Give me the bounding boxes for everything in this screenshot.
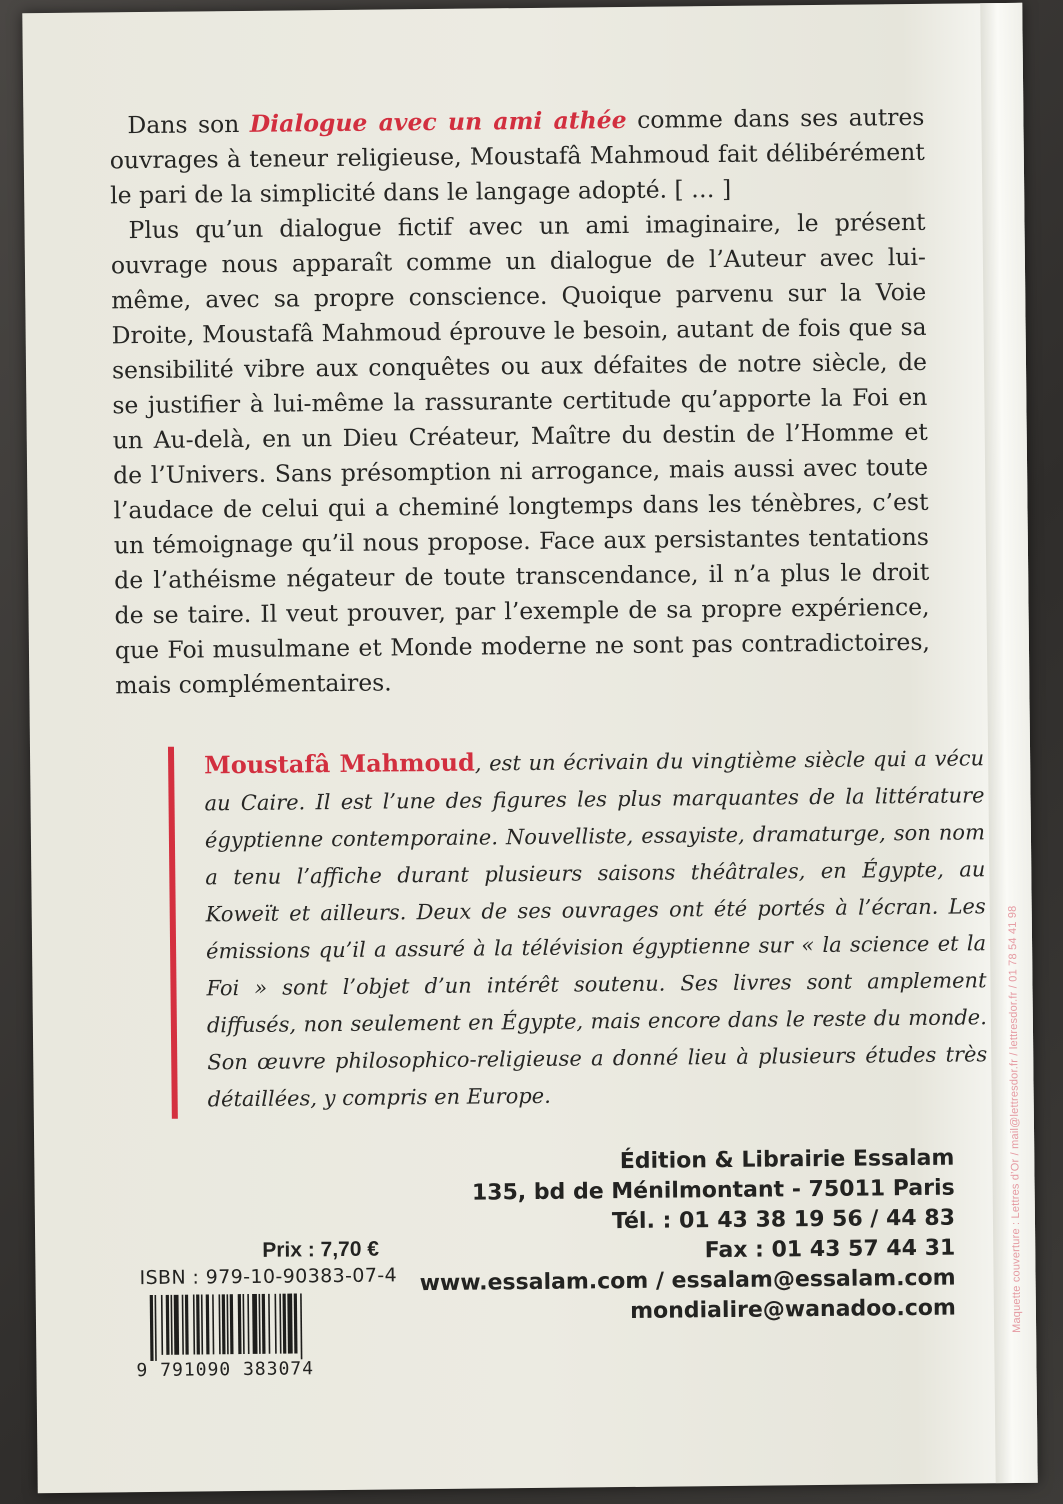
barcode-digits: 9 791090 383074 xyxy=(136,1358,315,1382)
barcode-bar xyxy=(238,1294,242,1354)
barcode-bar xyxy=(161,1295,163,1355)
publisher-phone: Tél. : 01 43 38 19 56 / 44 83 xyxy=(611,1205,956,1235)
barcode-bar xyxy=(279,1294,281,1354)
blurb-p1-text: comme dans ses autres ouvrages à teneur religieuse, Moustafâ Mahmoud fait délibérément le pari de la simplicité dans le langage adopté. [ … ] xyxy=(109,102,925,210)
barcode-bar xyxy=(227,1294,229,1354)
barcode-bar xyxy=(150,1295,154,1361)
barcode-bar xyxy=(243,1294,245,1354)
barcode-bar xyxy=(174,1295,179,1355)
barcode-bar xyxy=(222,1294,226,1354)
author-bio xyxy=(168,738,988,1119)
barcode-bar xyxy=(193,1295,195,1355)
publisher-email: mondialire@wanadoo.com xyxy=(629,1295,957,1324)
barcode-bar xyxy=(201,1294,203,1354)
barcode-bars xyxy=(148,1293,389,1362)
publisher-name: Édition & Librairie Essalam xyxy=(619,1145,955,1175)
publisher-web: www.essalam.com / essalam@essalam.com xyxy=(419,1265,956,1297)
barcode-bar xyxy=(219,1294,221,1354)
author-name: Moustafâ Mahmoud xyxy=(204,747,475,780)
cover-credit: Maquette couverture : Lettres d’Or / mail@lettresdor.fr / lettresdor.fr / 01 78 54 41 98 xyxy=(1006,905,1024,1333)
author-bio-text: , est un écrivain du vingtième siècle qui a vécu au Caire. Il est l’une des figures les plus marquantes de la littérature égyptienne contemporaine. Nouvelliste, essayiste, dramaturge, son nom a tenu l’affiche durant plusieurs saisons théâtrales, en Égypte, au Koweït et ailleurs. Deux de ses ouvrages ont été portés à l’écran. Les émissions qu’il a assuré à la télévision égyptienne sur « la science et la Foi » sont l’objet d’un intérêt soutenu. Ses livres sont amplement diffusés, non seulement en Égypte, mais encore dans le reste du monde. Son œuvre philosophico-religieuse a donné lieu à plusieurs études très détaillées, y compris en Europe. xyxy=(204,746,988,1112)
barcode-bar xyxy=(300,1293,302,1359)
isbn-label: ISBN : 979-10-90383-07-4 xyxy=(139,1264,398,1290)
blurb-paragraph-1 xyxy=(109,100,925,214)
barcode-bar xyxy=(212,1294,214,1354)
barcode-bar xyxy=(196,1294,200,1354)
book-blurb xyxy=(109,100,930,704)
barcode-bar xyxy=(252,1294,257,1354)
barcode-bar xyxy=(155,1295,157,1361)
barcode-bar xyxy=(206,1294,210,1354)
barcode-bar xyxy=(230,1294,234,1354)
barcode-bar xyxy=(259,1294,261,1354)
barcode xyxy=(148,1293,389,1362)
barcode-bar xyxy=(268,1294,270,1354)
barcode-bar xyxy=(166,1295,170,1355)
publisher-address: 135, bd de Ménilmontant - 75011 Paris xyxy=(471,1175,955,1206)
barcode-bar xyxy=(287,1294,292,1354)
book-title: Dialogue avec un ami athée xyxy=(249,105,627,138)
barcode-bar xyxy=(247,1294,249,1354)
barcode-bar xyxy=(283,1294,287,1354)
barcode-bar xyxy=(171,1295,173,1355)
price-label: Prix : 7,70 € xyxy=(262,1237,380,1262)
publisher-info xyxy=(394,1144,956,1330)
barcode-bar xyxy=(262,1294,266,1354)
barcode-bar xyxy=(185,1295,189,1355)
blurb-lead: Dans son xyxy=(127,109,250,140)
barcode-bar xyxy=(182,1295,184,1355)
blurb-paragraph-2: Plus qu’un dialogue fictif avec un ami imaginaire, le présent ouvrage nous apparaît comme un dialogue de l’Auteur avec lui-même, avec sa propre conscience. Quoique parvenu sur la Voie Droite, Moustafâ Mahmoud éprouve le besoin, autant de fois que sa sensibilité vibre aux conquêtes ou aux défaites de notre siècle, de se justifier à lui-même la rassurante certitude qu’apporte la Foi en un Au-delà, en un Dieu Créateur, Maître du destin de l’Homme et de l’Univers. Sans présomption ni arrogance, mais aussi avec toute l’audace de celui qui a cheminé longtemps dans les ténèbres, c’est un témoignage qu’il nous propose. Face aux persistantes tentations de l’athéisme négateur de toute transcendance, il n’a plus le droit de se taire. Il veut prouver, par l’exemple de sa propre expérience, que Foi musulmane et Monde moderne ne sont pas contradictoires, mais complémentaires. xyxy=(110,207,931,700)
barcode-bar xyxy=(294,1293,298,1353)
barcode-bar xyxy=(275,1294,277,1354)
book-back-cover xyxy=(22,3,1037,1493)
publisher-fax: Fax : 01 43 57 44 31 xyxy=(704,1235,956,1264)
